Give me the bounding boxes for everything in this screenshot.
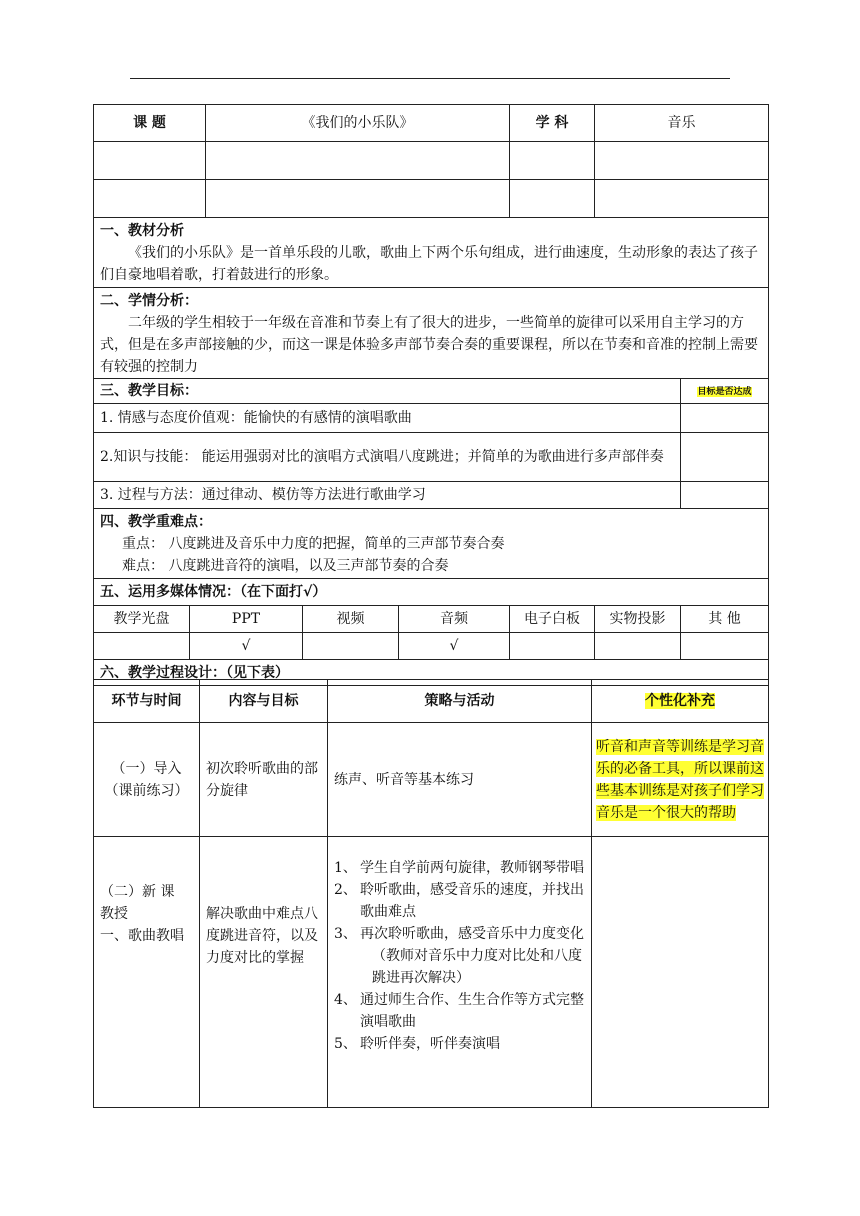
lesson-plan-table [93,104,769,686]
section4-title: 四、教学重难点： [100,514,212,530]
media-label: 视频 [303,606,399,633]
row1-content: 初次聆听歌曲的部分旋律 [200,723,328,837]
process-table [93,679,769,1108]
media-label: 音频 [399,606,510,633]
media-check: √ [190,633,303,660]
row1-supplement: 听音和声音等训练是学习音乐的必备工具，所以课前这些基本训练是对孩子们学习音乐是一个很大的帮助 [596,738,764,821]
section3-title: 三、教学目标： [94,379,681,404]
media-label: 实物投影 [595,606,681,633]
row2-supplement [592,837,769,1108]
step3-note: （教师对音乐中力度对比处和八度跳进再次解决） [372,948,582,986]
section2-body: 二年级的学生相较于一年级在音准和节奏上有了很大的进步，一些简单的旋律可以采用自主学习的方式，但是在多声部接触的少，而这一课是体验多声部节奏合奏的重要课程，所以在节奏和音准的控制上需要有较强的控制力 [100,315,758,375]
media-label: 教学光盘 [94,606,190,633]
list-item: 1、 学生自学前两句旋律，教师钢琴带唱 [334,860,584,876]
media-check [681,633,769,660]
activity-steps [334,857,585,1055]
media-check [595,633,681,660]
difficulty: 难点： 八度跳进音符的演唱，以及三声部节奏的合奏 [122,558,449,574]
section2-title: 二、学情分析： [100,293,198,309]
media-label: 其 他 [681,606,769,633]
subject-label: 学 科 [510,105,595,142]
key-point: 重点： 八度跳进及音乐中力度的把握，简单的三声部节奏合奏 [122,536,505,552]
topic-value: 《我们的小乐队》 [206,105,510,142]
list-item: 3、 再次聆听歌曲，感受音乐中力度变化 （教师对音乐中力度对比处和八度跳进再次解决） [334,923,585,989]
blank-cell [94,180,206,218]
blank-cell [206,142,510,180]
goal-check-cell [681,404,769,433]
blank-cell [510,180,595,218]
media-check: √ [399,633,510,660]
goal-check-cell [681,482,769,509]
goal-item: 2.知识与技能： 能运用强弱对比的演唱方式演唱八度跳进；并简单的为歌曲进行多声部伴奏 [94,433,681,482]
col-supplement: 个性化补充 [645,693,715,709]
blank-cell [94,142,206,180]
media-label: 电子白板 [510,606,595,633]
media-check [510,633,595,660]
blank-cell [595,180,769,218]
row1-stage: （一）导入（课前练习） [94,723,200,837]
subject-value: 音乐 [595,105,769,142]
row1-activity: 练声、听音等基本练习 [328,723,592,837]
list-item: 2、 聆听歌曲，感受音乐的速度，并找出歌曲难点 [334,882,584,920]
achieved-label: 目标是否达成 [697,387,752,397]
media-check [303,633,399,660]
blank-cell [595,142,769,180]
section6-title: 六、教学过程设计：（见下表） [94,660,769,686]
section1-body: 《我们的小乐队》是一首单乐段的儿歌，歌曲上下两个乐句组成，进行曲速度，生动形象的表达了孩子们自豪地唱着歌，打着鼓进行的形象。 [100,245,758,283]
goal-check-cell [681,433,769,482]
row2-stage-line3: 一、歌曲教唱 [100,928,184,944]
list-item: 5、 聆听伴奏，听伴奏演唱 [334,1036,500,1052]
row2-content: 解决歌曲中难点八度跳进音符，以及力度对比的掌握 [200,837,328,1108]
col-content: 内容与目标 [200,680,328,723]
blank-cell [510,142,595,180]
row2-stage-line2: 教授 [100,906,128,922]
media-check [94,633,190,660]
goal-item: 3. 过程与方法：通过律动、模仿等方法进行歌曲学习 [94,482,681,509]
row2-stage-line1: （二）新 课 [100,884,175,900]
header-rule [130,78,730,79]
media-label: PPT [190,606,303,633]
col-stage: 环节与时间 [94,680,200,723]
blank-cell [206,180,510,218]
topic-label: 课 题 [94,105,206,142]
section5-title: 五、运用多媒体情况：（在下面打√） [94,579,769,606]
goal-item: 1. 情感与态度价值观：能愉快的有感情的演唱歌曲 [94,404,681,433]
col-activity: 策略与活动 [328,680,592,723]
list-item: 4、 通过师生合作、生生合作等方式完整演唱歌曲 [334,992,584,1030]
section1-title: 一、教材分析 [100,223,184,239]
